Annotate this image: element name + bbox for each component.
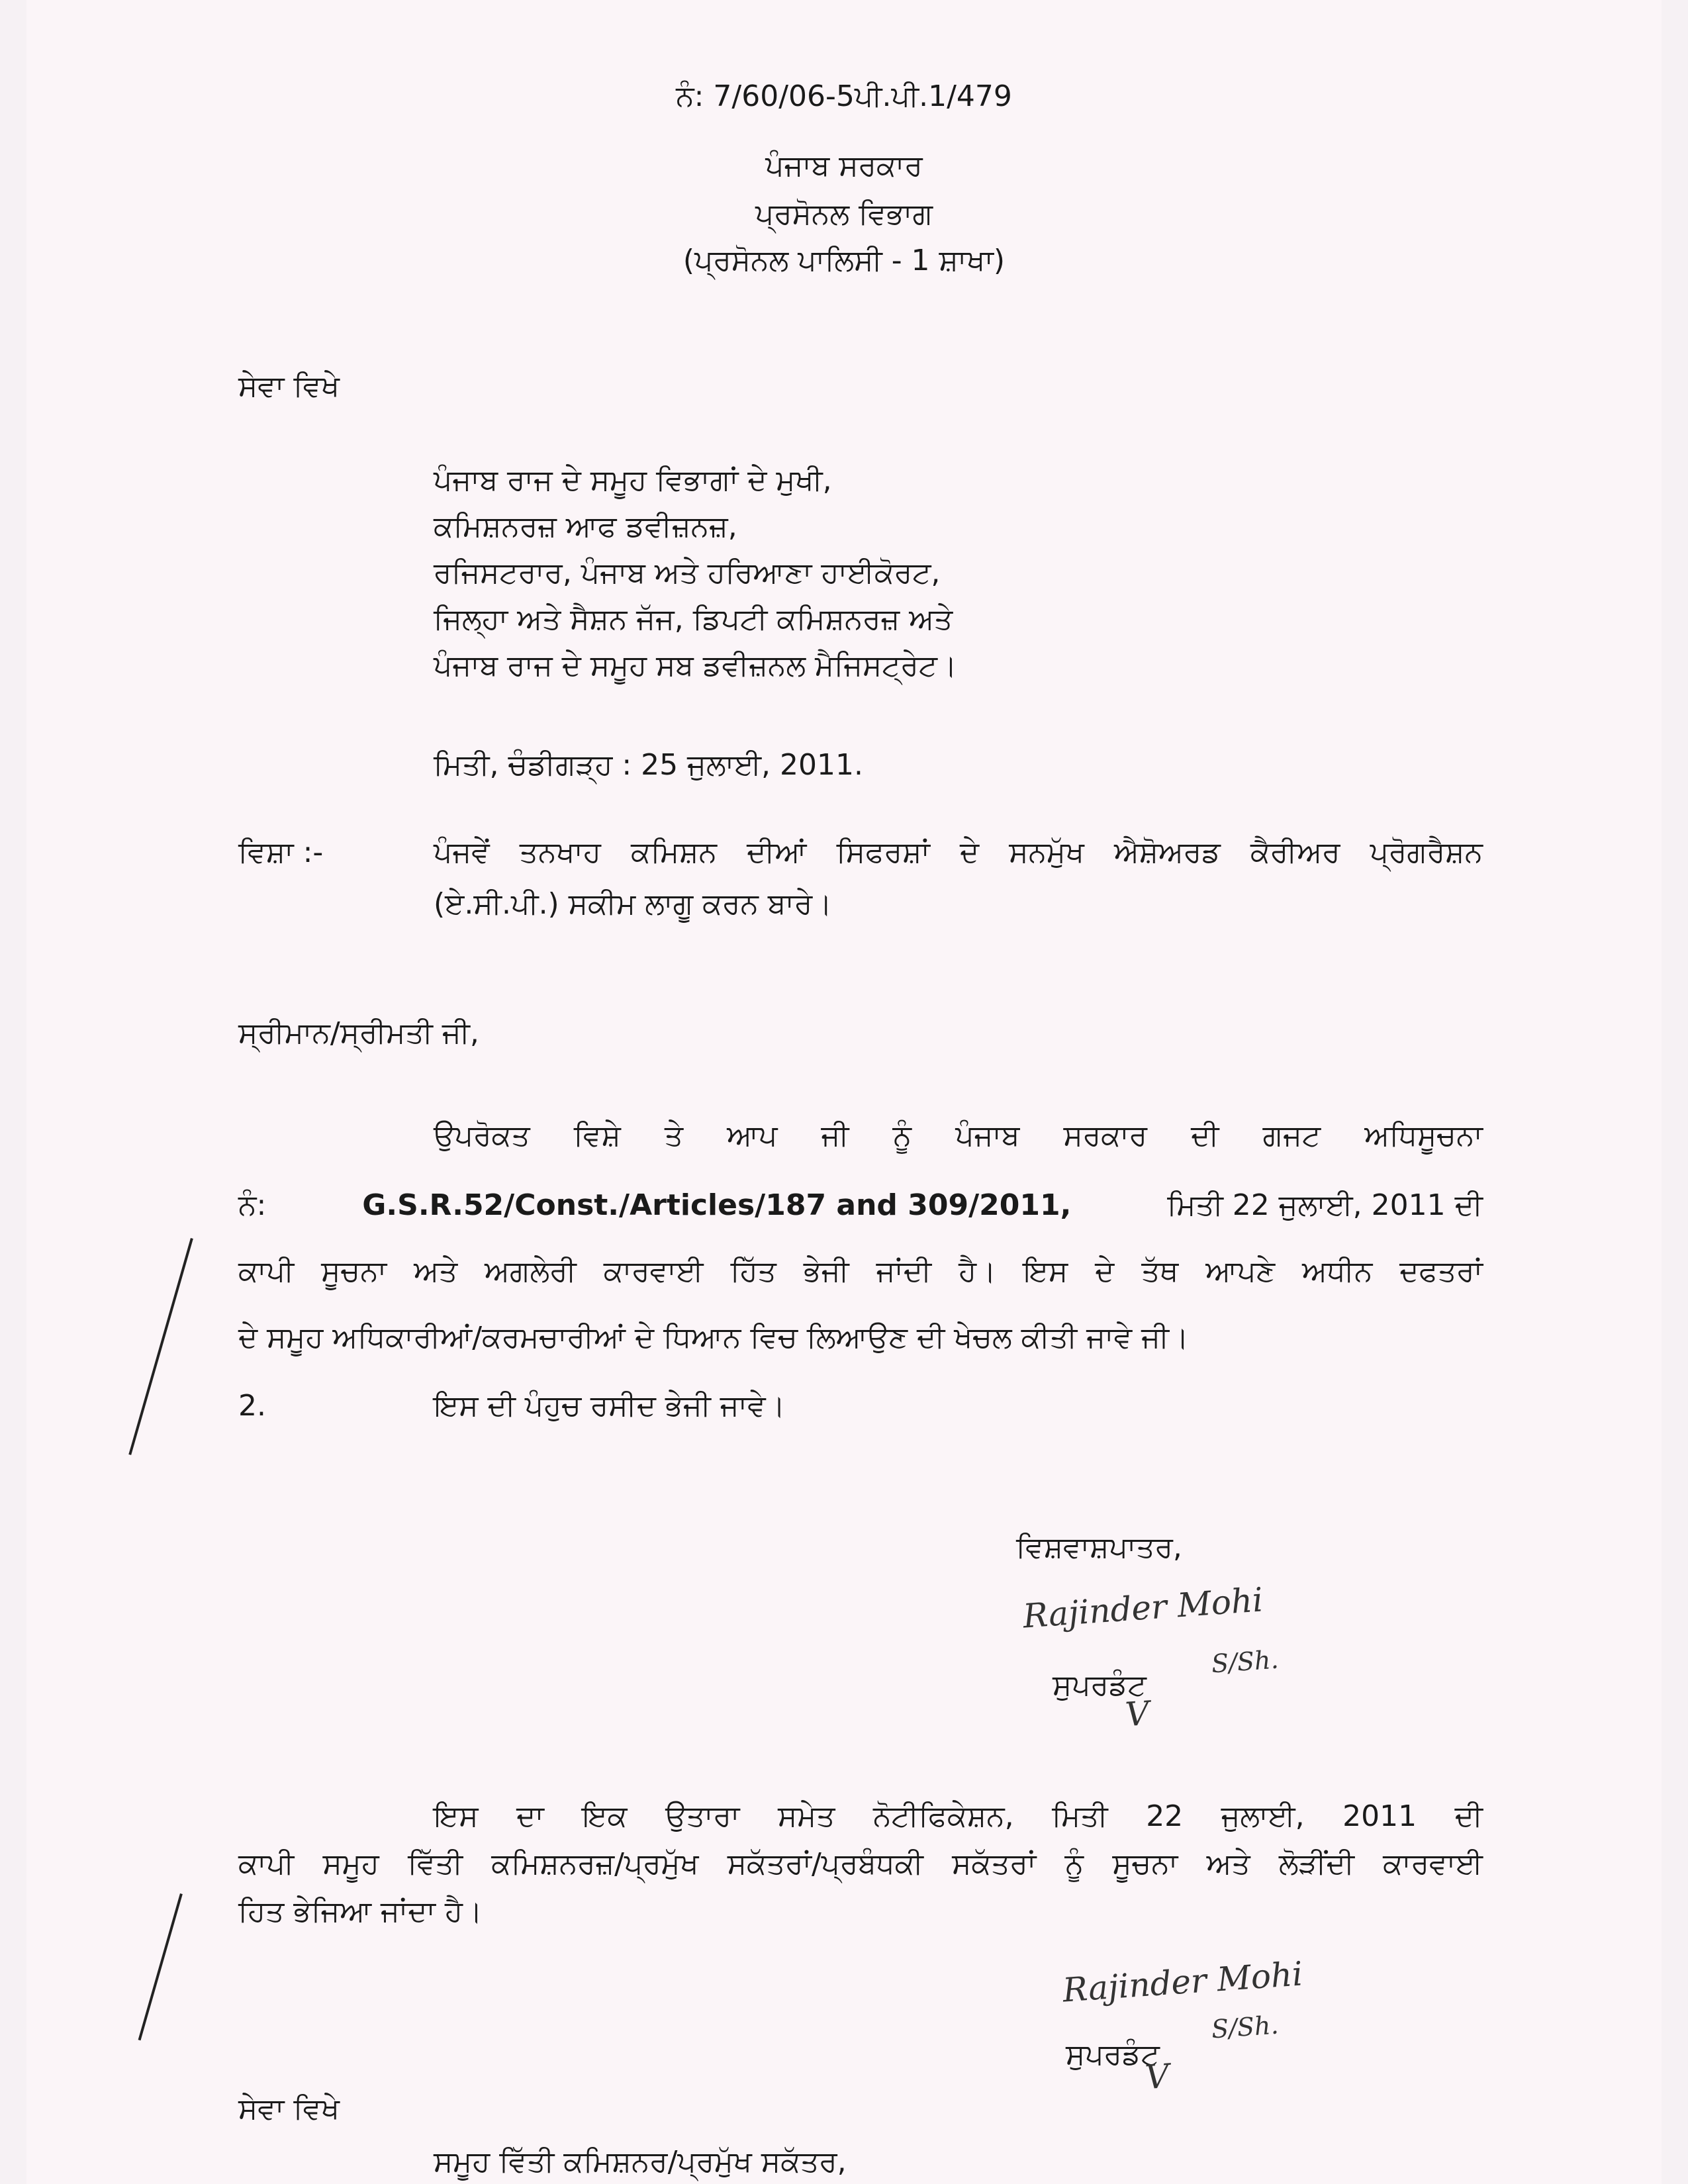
signature: Rajinder Mohi [1021,1580,1264,1636]
body-line: ਇਸ ਦੀ ਪੰਹੁਚ ਰਸੀਦ ਭੇਜੀ ਜਾਵੇ। [434,1389,786,1423]
body-line: ਦੇ ਸਮੂਹ ਅਧਿਕਾਰੀਆਂ/ਕਰਮਚਾਰੀਆਂ ਦੇ ਧਿਆਨ ਵਿਚ ਲਿਆਉਣ ਦੀ ਖੇਚਲ ਕੀਤੀ ਜਾਵੇ ਜੀ। [238,1321,1189,1354]
signature-initials: S/Sh. [1210,1644,1280,1679]
notification-line [238,1188,1483,1223]
department-name: ਪ੍ਰਸੋਨਲ ਵਿਭਾਗ [755,197,933,231]
signature-flourish: V [1144,2056,1171,2097]
signature-initials: S/Sh. [1210,2010,1280,2044]
to-label: ਸੇਵਾ ਵਿਖੇ [238,2092,340,2126]
signature: Rajinder Mohi [1061,1954,1304,2010]
branch-name: (ਪ੍ਰਸੋਨਲ ਪਾਲਿਸੀ - 1 ਸ਼ਾਖਾ) [682,244,1006,277]
body-line: ਕਾਪੀ ਸੂਚਨਾ ਅਤੇ ਅਗਲੇਰੀ ਕਾਰਵਾਈ ਹਿੱਤ ਭੇਜੀ ਜਾਂਦੀ ਹੈ। ਇਸ ਦੇ ਤੱਥ ਆਪਣੇ ਅਧੀਨ ਦਫਤਰਾਂ [238,1255,1483,1288]
addressee-line: ਜਿਲ੍ਹਾ ਅਤੇ ਸੈਸ਼ਨ ਜੱਜ, ਡਿਪਟੀ ਕਮਿਸ਼ਨਰਜ਼ ਅਤੇ [434,602,953,636]
designation: ਸੁਪਰਡੰਟ [1053,1668,1147,1702]
notification-prefix: ਨੰ: [238,1188,267,1222]
date-line: ਮਿਤੀ, ਚੰਡੀਗੜ੍ਹ : 25 ਜੁਲਾਈ, 2011. [434,748,863,782]
subject-line: (ਏ.ਸੀ.ਪੀ.) ਸਕੀਮ ਲਾਗੂ ਕਰਨ ਬਾਰੇ। [434,887,832,921]
notification-date: ਮਿਤੀ 22 ਜੁਲਾਈ, 2011 ਦੀ [1167,1188,1483,1222]
reference-number: ਨੰ: 7/60/06-5ਪੀ.ਪੀ.1/479 [676,79,1012,113]
paragraph-number: 2. [238,1389,266,1423]
government-name: ਪੰਜਾਬ ਸਰਕਾਰ [765,149,923,183]
subject-line: ਪੰਜਵੇਂ ਤਨਖਾਹ ਕਮਿਸ਼ਨ ਦੀਆਂ ਸਿਫਰਸ਼ਾਂ ਦੇ ਸਨਮੁੱਖ ਐਸ਼ੋਅਰਡ ਕੈਰੀਅਰ ਪ੍ਰੋਗਰੈਸ਼ਨ [434,835,1483,869]
signature-flourish: V [1124,1693,1151,1734]
addressee-line: ਰਜਿਸਟਰਾਰ, ਪੰਜਾਬ ਅਤੇ ਹਰਿਆਣਾ ਹਾਈਕੋਰਟ, [434,556,941,590]
addressee-line: ਪੰਜਾਬ ਰਾਜ ਦੇ ਸਮੂਹ ਸਬ ਡਵੀਜ਼ਨਲ ਮੈਜਿਸਟ੍ਰੇਟ। [434,649,957,683]
endorsement-line: ਇਸ ਦਾ ਇਕ ਉਤਾਰਾ ਸਮੇਤ ਨੋਟੀਫਿਕੇਸ਼ਨ, ਮਿਤੀ 22 ਜੁਲਾਈ, 2011 ਦੀ [434,1799,1483,1833]
addressee-line: ਕਮਿਸ਼ਨਰਜ਼ ਆਫ ਡਵੀਜ਼ਨਜ਼, [434,510,737,544]
designation: ਸੁਪਰਡੰਟ [1066,2038,1160,2071]
subject-label: ਵਿਸ਼ਾ :- [238,835,324,869]
addressee-line: ਪੰਜਾਬ ਰਾਜ ਦੇ ਸਮੂਹ ਵਿਭਾਗਾਂ ਦੇ ਮੁਖੀ, [434,463,832,497]
notification-code: G.S.R.52/Const./Articles/187 and 309/2011, [362,1188,1072,1222]
addressee-line: ਸਮੂਹ ਵਿੱਤੀ ਕਮਿਸ਼ਨਰ/ਪ੍ਰਮੁੱਖ ਸਕੱਤਰ, [434,2145,847,2179]
body-line: ਉਪਰੋਕਤ ਵਿਸ਼ੇ ਤੇ ਆਪ ਜੀ ਨੂੰ ਪੰਜਾਬ ਸਰਕਾਰ ਦੀ ਗਜਟ ਅਧਿਸੂਚਨਾ [434,1119,1483,1153]
valediction: ਵਿਸ਼ਵਾਸ਼ਪਾਤਰ, [1016,1531,1182,1564]
endorsement-line: ਕਾਪੀ ਸਮੂਹ ਵਿੱਤੀ ਕਮਿਸ਼ਨਰਜ਼/ਪ੍ਰਮੁੱਖ ਸਕੱਤਰਾਂ/ਪ੍ਰਬੰਧਕੀ ਸਕੱਤਰਾਂ ਨੂੰ ਸੂਚਨਾ ਅਤੇ ਲੋੜੀਂਦੀ ਕਾਰਵਾਈ [238,1847,1483,1881]
endorsement-line: ਹਿਤ ਭੇਜਿਆ ਜਾਂਦਾ ਹੈ। [238,1895,483,1928]
to-label: ਸੇਵਾ ਵਿਖੇ [238,369,340,403]
salutation: ਸ੍ਰੀਮਾਨ/ਸ੍ਰੀਮਤੀ ਜੀ, [238,1016,479,1050]
